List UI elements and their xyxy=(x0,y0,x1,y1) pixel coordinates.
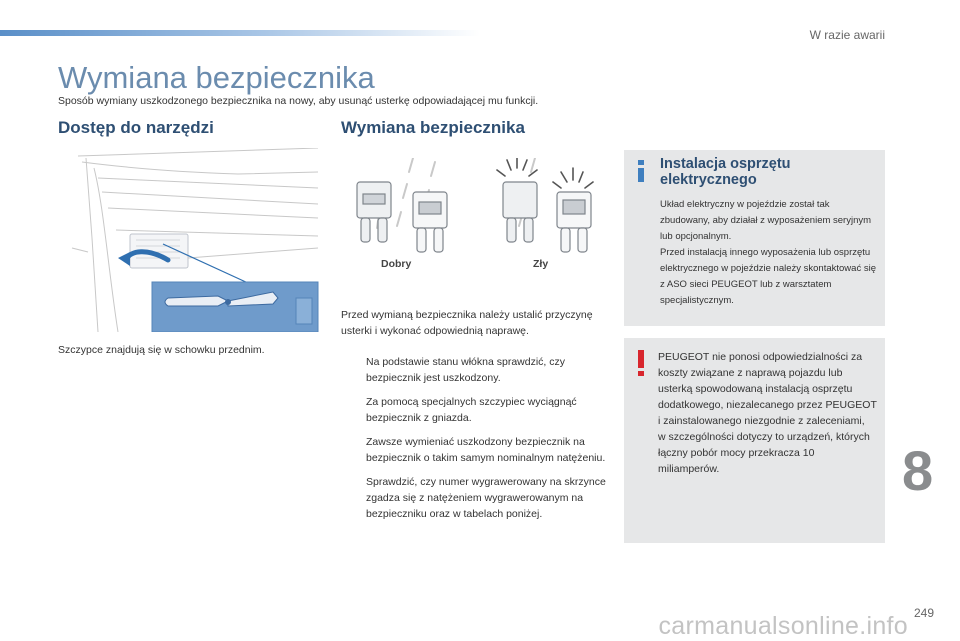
list-item: Na podstawie stanu włókna sprawdzić, czy bezpiecznik jest uszkodzony. xyxy=(366,356,566,384)
fuse-comparison-illustration xyxy=(345,158,615,258)
glovebox-illustration xyxy=(68,148,320,332)
warning-box-text: PEUGEOT nie ponosi odpowiedzialności za koszty związane z naprawą pojazdu lub usterką spowodowaną instalacją osprzętu dodatkowego, niezalecanego przez PEUGEOT i zainstalowanego niezgodnie z zaleceniami, w szczególności dotyczy to urządzeń, których łączny pobór mocy przekracza 10 miliamperów. xyxy=(658,351,877,475)
fuse-good-label: Dobry xyxy=(381,258,412,270)
fuse-intro-text: Przed wymianą bezpiecznika należy ustalić przyczynę usterki i wykonać odpowiednią naprawę. xyxy=(341,309,593,337)
watermark: carmanualsonline.info xyxy=(658,612,908,640)
page-title: Wymiana bezpiecznika xyxy=(58,60,375,95)
good-fuse-front xyxy=(413,192,447,252)
list-item: Za pomocą specjalnych szczypiec wyciągnąć bezpiecznik z gniazda. xyxy=(366,396,577,424)
list-item: Sprawdzić, czy numer wygrawerowany na skrzynce zgadza się z natężeniem wygrawerowanym na bezpieczniku oraz w tabelach poniżej. xyxy=(366,476,606,520)
good-fuse-back xyxy=(357,182,391,242)
page-number: 249 xyxy=(914,606,935,620)
chapter-number: 8 xyxy=(902,439,934,502)
fuse-bad-label: Zły xyxy=(533,258,549,270)
heading-fuse-replacement: Wymiana bezpiecznika xyxy=(341,118,525,137)
list-item: Zawsze wymieniać uszkodzony bezpiecznik na bezpiecznik o takim samym nominalnym natężeniu. xyxy=(366,436,606,464)
info-box xyxy=(624,150,885,326)
info-box-title: Instalacja osprzętu elektrycznego xyxy=(660,156,791,188)
pliers-location-caption: Szczypce znajdują się w schowku przednim. xyxy=(58,344,265,356)
heading-tool-access: Dostęp do narzędzi xyxy=(58,118,214,137)
section-label: W razie awarii xyxy=(809,28,885,42)
fuse-steps-list xyxy=(341,354,611,530)
warning-box xyxy=(624,338,885,543)
header-accent-bar xyxy=(0,30,480,36)
info-box-text: Układ elektryczny w pojeździe został tak zbudowany, aby działał z wyposażeniem seryjnym lub opcjonalnym. Przed instalacją innego wyposażenia lub osprzętu elektrycznego w pojeździe należy skontaktować się z ASO sieci PEUGEOT lub z warsztatem specjalistycznym. xyxy=(660,199,876,306)
page-subtitle: Sposób wymiany uszkodzonego bezpiecznika na nowy, aby usunąć usterkę odpowiadającej mu funkcji. xyxy=(58,95,539,107)
info-icon xyxy=(638,160,644,182)
warning-icon xyxy=(638,350,644,376)
